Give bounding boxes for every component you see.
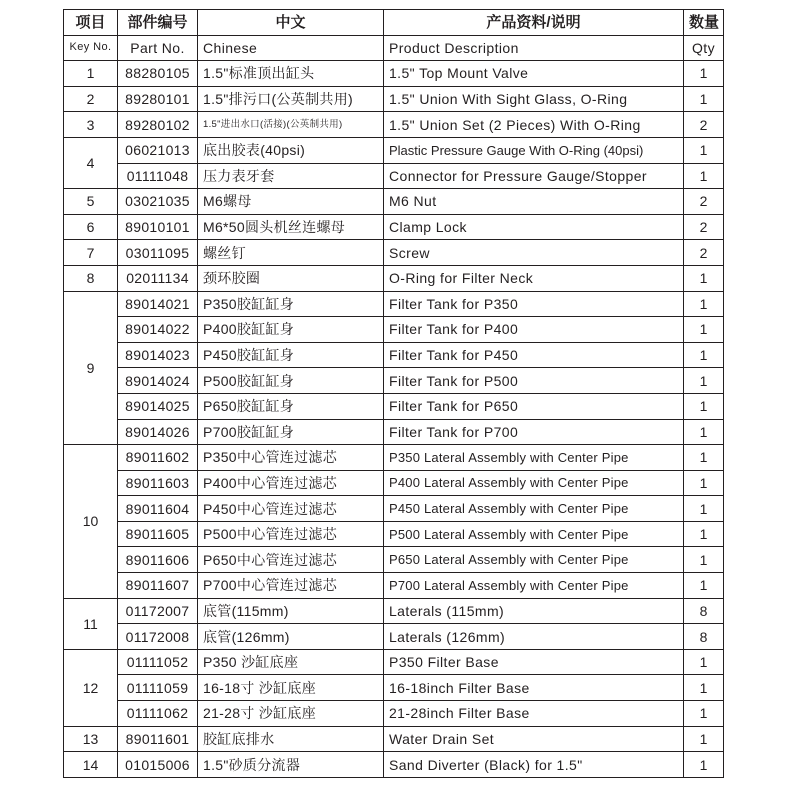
product-description: Filter Tank for P450 <box>384 342 684 368</box>
parts-table <box>63 9 724 778</box>
chinese-name: P350中心管连过滤芯 <box>198 445 384 471</box>
product-description: 21-28inch Filter Base <box>384 701 684 727</box>
table-row <box>64 393 724 419</box>
chinese-name: 底管(115mm) <box>198 598 384 624</box>
header-row-english <box>64 35 724 61</box>
part-number: 89014026 <box>118 419 198 445</box>
quantity: 1 <box>684 265 724 291</box>
table-row <box>64 368 724 394</box>
key-number: 3 <box>64 112 118 138</box>
key-number: 1 <box>64 61 118 87</box>
part-number: 01111052 <box>118 649 198 675</box>
chinese-name: P400中心管连过滤芯 <box>198 470 384 496</box>
chinese-name: 螺丝钉 <box>198 240 384 266</box>
product-description: P400 Lateral Assembly with Center Pipe <box>384 470 684 496</box>
table-row <box>64 419 724 445</box>
header-key-cn: 项目 <box>64 10 118 36</box>
part-number: 01172008 <box>118 624 198 650</box>
table-row <box>64 112 724 138</box>
part-number: 89011606 <box>118 547 198 573</box>
quantity: 1 <box>684 573 724 599</box>
quantity: 2 <box>684 112 724 138</box>
quantity: 1 <box>684 393 724 419</box>
header-chinese-cn: 中文 <box>198 10 384 36</box>
quantity: 8 <box>684 598 724 624</box>
table-row <box>64 573 724 599</box>
part-number: 01172007 <box>118 598 198 624</box>
table-row <box>64 137 724 163</box>
product-description: Filter Tank for P400 <box>384 317 684 343</box>
product-description: M6 Nut <box>384 189 684 215</box>
chinese-name: 压力表牙套 <box>198 163 384 189</box>
product-description: Laterals (115mm) <box>384 598 684 624</box>
quantity: 2 <box>684 240 724 266</box>
table-row <box>64 61 724 87</box>
part-number: 03011095 <box>118 240 198 266</box>
key-number: 4 <box>64 137 118 188</box>
parts-list-sheet <box>63 9 724 778</box>
table-row <box>64 214 724 240</box>
chinese-name: P650胶缸缸身 <box>198 393 384 419</box>
quantity: 1 <box>684 86 724 112</box>
part-number: 01111062 <box>118 701 198 727</box>
quantity: 1 <box>684 445 724 471</box>
product-description: Plastic Pressure Gauge With O-Ring (40psi) <box>384 137 684 163</box>
quantity: 8 <box>684 624 724 650</box>
quantity: 1 <box>684 701 724 727</box>
product-description: P450 Lateral Assembly with Center Pipe <box>384 496 684 522</box>
table-row <box>64 521 724 547</box>
key-number: 12 <box>64 649 118 726</box>
table-row <box>64 752 724 778</box>
table-row <box>64 701 724 727</box>
quantity: 1 <box>684 649 724 675</box>
quantity: 1 <box>684 470 724 496</box>
product-description: P500 Lateral Assembly with Center Pipe <box>384 521 684 547</box>
chinese-name: M6螺母 <box>198 189 384 215</box>
quantity: 1 <box>684 496 724 522</box>
product-description: P700 Lateral Assembly with Center Pipe <box>384 573 684 599</box>
quantity: 1 <box>684 317 724 343</box>
key-number: 7 <box>64 240 118 266</box>
chinese-name: P700胶缸缸身 <box>198 419 384 445</box>
table-row <box>64 189 724 215</box>
part-number: 01015006 <box>118 752 198 778</box>
product-description: Water Drain Set <box>384 726 684 752</box>
header-desc-en: Product Description <box>384 35 684 61</box>
quantity: 1 <box>684 342 724 368</box>
part-number: 89010101 <box>118 214 198 240</box>
chinese-name: P450中心管连过滤芯 <box>198 496 384 522</box>
table-row <box>64 496 724 522</box>
table-row <box>64 445 724 471</box>
key-number: 9 <box>64 291 118 445</box>
key-number: 11 <box>64 598 118 649</box>
chinese-name: P700中心管连过滤芯 <box>198 573 384 599</box>
quantity: 1 <box>684 675 724 701</box>
part-number: 88280105 <box>118 61 198 87</box>
table-row <box>64 675 724 701</box>
table-row <box>64 342 724 368</box>
product-description: P350 Filter Base <box>384 649 684 675</box>
key-number: 2 <box>64 86 118 112</box>
chinese-name: 底出胶表(40psi) <box>198 137 384 163</box>
chinese-name: P350 沙缸底座 <box>198 649 384 675</box>
product-description: Filter Tank for P350 <box>384 291 684 317</box>
quantity: 1 <box>684 368 724 394</box>
chinese-name: P500中心管连过滤芯 <box>198 521 384 547</box>
header-row-chinese <box>64 10 724 36</box>
part-number: 89011604 <box>118 496 198 522</box>
quantity: 2 <box>684 214 724 240</box>
chinese-name: 胶缸底排水 <box>198 726 384 752</box>
product-description: Screw <box>384 240 684 266</box>
header-part-en: Part No. <box>118 35 198 61</box>
part-number: 89011603 <box>118 470 198 496</box>
product-description: Filter Tank for P500 <box>384 368 684 394</box>
product-description: 1.5" Union Set (2 Pieces) With O-Ring <box>384 112 684 138</box>
part-number: 89014025 <box>118 393 198 419</box>
product-description: Filter Tank for P650 <box>384 393 684 419</box>
header-chinese-en: Chinese <box>198 35 384 61</box>
table-row <box>64 470 724 496</box>
key-number: 10 <box>64 445 118 599</box>
part-number: 89011602 <box>118 445 198 471</box>
product-description: Connector for Pressure Gauge/Stopper <box>384 163 684 189</box>
table-row <box>64 317 724 343</box>
key-number: 6 <box>64 214 118 240</box>
chinese-name: P450胶缸缸身 <box>198 342 384 368</box>
quantity: 1 <box>684 137 724 163</box>
key-number: 13 <box>64 726 118 752</box>
quantity: 2 <box>684 189 724 215</box>
part-number: 02011134 <box>118 265 198 291</box>
table-row <box>64 86 724 112</box>
key-number: 8 <box>64 265 118 291</box>
table-row <box>64 726 724 752</box>
part-number: 89011607 <box>118 573 198 599</box>
key-number: 5 <box>64 189 118 215</box>
product-description: Laterals (126mm) <box>384 624 684 650</box>
part-number: 89014024 <box>118 368 198 394</box>
quantity: 1 <box>684 521 724 547</box>
header-key-en: Key No. <box>64 35 118 61</box>
product-description: Filter Tank for P700 <box>384 419 684 445</box>
quantity: 1 <box>684 547 724 573</box>
parts-body <box>64 61 724 778</box>
header-qty-cn: 数量 <box>684 10 724 36</box>
product-description: Clamp Lock <box>384 214 684 240</box>
header-qty-en: Qty <box>684 35 724 61</box>
header-part-cn: 部件编号 <box>118 10 198 36</box>
product-description: 16-18inch Filter Base <box>384 675 684 701</box>
table-row <box>64 291 724 317</box>
quantity: 1 <box>684 163 724 189</box>
part-number: 89014023 <box>118 342 198 368</box>
chinese-name: 1.5"砂质分流器 <box>198 752 384 778</box>
product-description: P350 Lateral Assembly with Center Pipe <box>384 445 684 471</box>
product-description: O-Ring for Filter Neck <box>384 265 684 291</box>
product-description: P650 Lateral Assembly with Center Pipe <box>384 547 684 573</box>
part-number: 89280102 <box>118 112 198 138</box>
chinese-name: P650中心管连过滤芯 <box>198 547 384 573</box>
quantity: 1 <box>684 752 724 778</box>
chinese-name: 1.5"标准顶出缸头 <box>198 61 384 87</box>
table-row <box>64 240 724 266</box>
quantity: 1 <box>684 291 724 317</box>
product-description: 1.5" Top Mount Valve <box>384 61 684 87</box>
table-row <box>64 624 724 650</box>
chinese-name: P500胶缸缸身 <box>198 368 384 394</box>
quantity: 1 <box>684 419 724 445</box>
part-number: 01111048 <box>118 163 198 189</box>
chinese-name: 21-28寸 沙缸底座 <box>198 701 384 727</box>
header-desc-cn: 产品资料/说明 <box>384 10 684 36</box>
chinese-name: P400胶缸缸身 <box>198 317 384 343</box>
part-number: 06021013 <box>118 137 198 163</box>
product-description: Sand Diverter (Black) for 1.5" <box>384 752 684 778</box>
chinese-name: M6*50圆头机丝连螺母 <box>198 214 384 240</box>
part-number: 89014021 <box>118 291 198 317</box>
table-row <box>64 547 724 573</box>
part-number: 89014022 <box>118 317 198 343</box>
chinese-name: 16-18寸 沙缸底座 <box>198 675 384 701</box>
key-number: 14 <box>64 752 118 778</box>
product-description: 1.5" Union With Sight Glass, O-Ring <box>384 86 684 112</box>
table-row <box>64 265 724 291</box>
quantity: 1 <box>684 61 724 87</box>
part-number: 89280101 <box>118 86 198 112</box>
table-row <box>64 649 724 675</box>
chinese-name: 1.5"排污口(公英制共用) <box>198 86 384 112</box>
table-row <box>64 598 724 624</box>
chinese-name: 颈环胶圈 <box>198 265 384 291</box>
chinese-name: 底管(126mm) <box>198 624 384 650</box>
part-number: 89011605 <box>118 521 198 547</box>
quantity: 1 <box>684 726 724 752</box>
part-number: 01111059 <box>118 675 198 701</box>
part-number: 03021035 <box>118 189 198 215</box>
chinese-name: P350胶缸缸身 <box>198 291 384 317</box>
chinese-name: 1.5"进出水口(活接)(公英制共用) <box>198 112 384 138</box>
part-number: 89011601 <box>118 726 198 752</box>
table-row <box>64 163 724 189</box>
